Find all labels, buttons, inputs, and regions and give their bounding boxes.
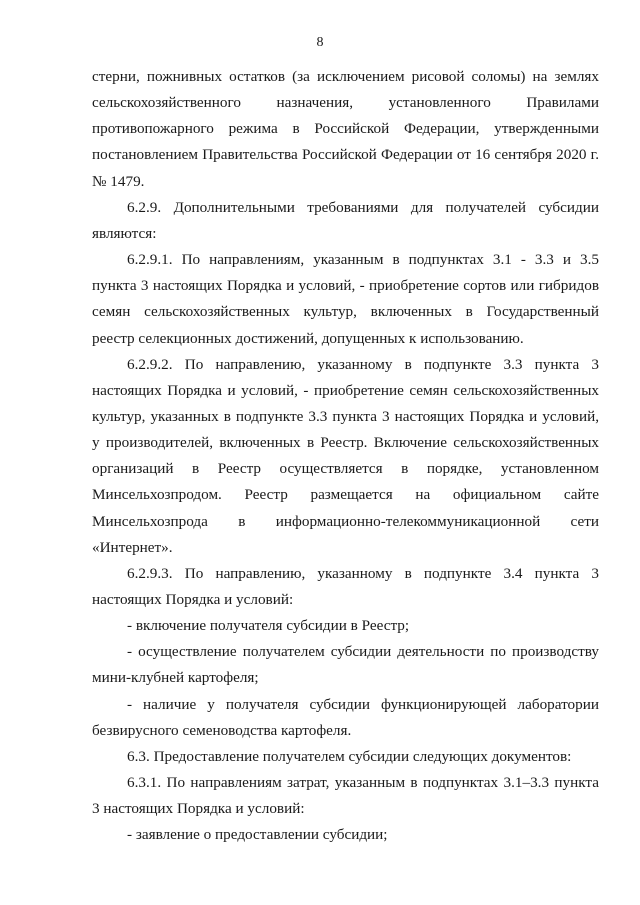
text-line: 3 настоящих Порядка и условий: bbox=[92, 800, 305, 818]
page-number: 8 bbox=[316, 35, 324, 50]
text-line: мини-клубней картофеля; bbox=[92, 669, 259, 687]
text-line: сельскохозяйственного назначения, установленного Правилами bbox=[92, 94, 599, 112]
text-line: настоящих Порядка и условий: bbox=[92, 591, 294, 608]
text-line: 6.3.1. По направлениям затрат, указанным в подпунктах 3.1–3.3 пункта bbox=[127, 774, 599, 792]
text-line: «Интернет». bbox=[92, 538, 173, 556]
text-line: постановлением Правительства Российской Федерации от 16 сентября 2020 г. bbox=[92, 146, 599, 164]
text-line: являются: bbox=[92, 224, 157, 242]
text-line: безвирусного семеноводства картофеля. bbox=[92, 721, 352, 739]
text-line: - включение получателя субсидии в Реестр; bbox=[127, 617, 410, 635]
text-line: - наличие у получателя субсидии функционирующей лаборатории bbox=[127, 695, 599, 713]
text-line: 6.3. Предоставление получателем субсидии следующих документов: bbox=[127, 747, 572, 765]
text-line: 6.2.9.2. По направлению, указанному в подпункте 3.3 пункта 3 bbox=[127, 355, 599, 373]
text-line: - заявление о предоставлении субсидии; bbox=[127, 826, 388, 844]
text-line: культур, указанных в подпункте 3.3 пункта 3 настоящих Порядка и условий, bbox=[92, 407, 599, 425]
text-line: пункта 3 настоящих Порядка и условий, - приобретение сортов или гибридов bbox=[92, 277, 599, 295]
text-line: семян сельскохозяйственных культур, включенных в Государственный bbox=[92, 303, 599, 321]
text-line: реестр селекционных достижений, допущенных к использованию. bbox=[92, 329, 524, 347]
text-line: 6.2.9. Дополнительными требованиями для получателей субсидии bbox=[127, 198, 599, 216]
text-line: Минсельхозпрода в информационно-телекоммуникационной сети bbox=[92, 512, 599, 530]
text-line: 6.2.9.3. По направлению, указанному в подпункте 3.4 пункта 3 bbox=[127, 564, 599, 582]
text-line: - осуществление получателем субсидии деятельности по производству bbox=[127, 643, 599, 661]
text-line: у производителей, включенных в Реестр. Включение сельскохозяйственных bbox=[92, 434, 599, 452]
text-line: № 1479. bbox=[92, 172, 145, 190]
text-line: настоящих Порядка и условий, - приобретение семян сельскохозяйственных bbox=[92, 381, 599, 399]
text-line: организаций в Реестр осуществляется в порядке, установленном bbox=[92, 460, 599, 478]
text-line: 6.2.9.1. По направлениям, указанным в подпунктах 3.1 - 3.3 и 3.5 bbox=[127, 251, 599, 269]
text-line: противопожарного режима в Российской Федерации, утвержденными bbox=[92, 120, 599, 138]
text-line: стерни, пожнивных остатков (за исключением рисовой соломы) на землях bbox=[92, 68, 599, 85]
text-line: Минсельхозпродом. Реестр размещается на официальном сайте bbox=[92, 486, 599, 504]
